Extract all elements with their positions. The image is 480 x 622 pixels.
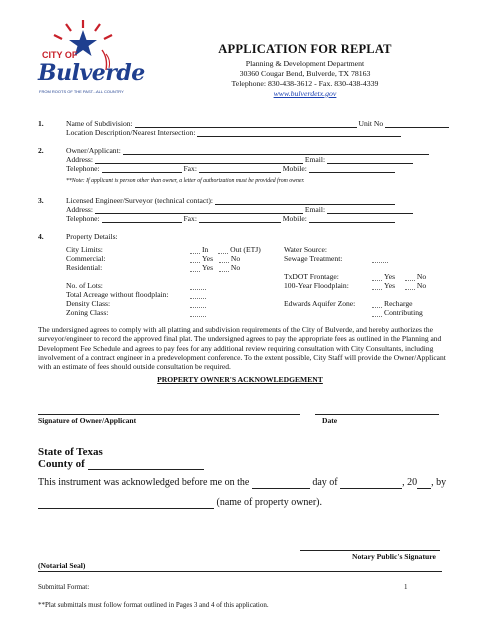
city-logo xyxy=(38,20,145,108)
density-field-wrap xyxy=(190,299,208,308)
owner-fax-label: Fax: xyxy=(183,164,197,173)
floodplain-label: 100-Year Floodplain: xyxy=(284,281,349,290)
recharge-checkbox[interactable] xyxy=(372,300,382,308)
instrument-row xyxy=(38,477,446,489)
residential-yes-checkbox[interactable] xyxy=(190,264,200,272)
out-option: Out (ETJ) xyxy=(230,245,261,254)
ack-day-field[interactable] xyxy=(252,478,310,489)
commercial-no-checkbox[interactable] xyxy=(219,255,229,263)
commercial-options xyxy=(190,254,240,263)
department-phone: Telephone: 830-438-3612 - Fax. 830-438-4339 xyxy=(231,79,379,88)
commercial-yes-checkbox[interactable] xyxy=(190,255,200,263)
ack-month-field[interactable] xyxy=(340,478,402,489)
txdot-no-checkbox[interactable] xyxy=(405,273,415,281)
floodplain-no: No xyxy=(416,281,427,290)
commercial-yes: Yes xyxy=(202,254,214,263)
engineer-address-row xyxy=(66,205,413,214)
city-limits-label: City Limits: xyxy=(66,245,103,254)
owner-telephone-field[interactable] xyxy=(102,164,182,173)
property-details-title: Property Details: xyxy=(66,232,118,241)
sewage-label: Sewage Treatment: xyxy=(284,254,343,263)
zoning-label: Zoning Class: xyxy=(66,308,109,317)
county-label: County of xyxy=(38,458,85,470)
website-row xyxy=(150,89,460,98)
engineer-email-field[interactable] xyxy=(327,205,413,214)
zoning-field[interactable] xyxy=(190,309,206,317)
section3-number: 3. xyxy=(38,196,44,205)
website-link[interactable]: www.bulverdetx.gov xyxy=(273,89,337,98)
unit-field[interactable] xyxy=(385,119,449,128)
txdot-yes-checkbox[interactable] xyxy=(372,273,382,281)
engineer-telephone-field[interactable] xyxy=(102,214,182,223)
section1-number: 1. xyxy=(38,119,44,128)
contributing-option: Contributing xyxy=(384,308,423,317)
commercial-label: Commercial: xyxy=(66,254,106,263)
contributing-checkbox[interactable] xyxy=(372,309,382,317)
owner-address-label: Address: xyxy=(66,155,93,164)
department-name: Planning & Development Department xyxy=(245,59,365,68)
engineer-address-field[interactable] xyxy=(95,205,303,214)
residential-no: No xyxy=(230,263,241,272)
owner-fax-field[interactable] xyxy=(199,164,281,173)
txdot-label: TxDOT Frontage: xyxy=(284,272,339,281)
agreement-paragraph: The undersigned agrees to comply with all platting and subdivision requirements of the City of Bulverde, and hereby authorizes the surveyor/engineer to record the approved final plat. The undersigned agrees to pay the appropriate fees as outlined in the Planning and Development Fee Schedule and agrees to pay fees for any additional review requiring consultation with City Consultants, including involvement of a contract engineer in a predevelopment conference. To the extent possible, City Staff will provide the Owner/Applicant with an estimate of fees should outside consultation be required. xyxy=(38,325,446,372)
commercial-no: No xyxy=(230,254,241,263)
owner-label: Owner/Applicant: xyxy=(66,146,121,155)
location-field[interactable] xyxy=(197,128,401,137)
engineer-label: Licensed Engineer/Surveyor (technical contact): xyxy=(66,196,213,205)
engineer-field[interactable] xyxy=(215,196,395,205)
density-label: Density Class: xyxy=(66,299,111,308)
owner-row xyxy=(66,146,429,155)
in-checkbox[interactable] xyxy=(190,246,200,254)
residential-label: Residential: xyxy=(66,263,103,272)
recharge-option-row xyxy=(372,299,413,308)
txdot-yes: Yes xyxy=(384,272,396,281)
owner-email-field[interactable] xyxy=(327,155,413,164)
acreage-label: Total Acreage without floodplain: xyxy=(66,290,169,299)
owner-name-suffix: (name of property owner). xyxy=(216,497,323,508)
contributing-option-row xyxy=(372,308,423,317)
engineer-phone-row xyxy=(66,214,395,223)
location-row xyxy=(66,128,401,137)
instrument-text-a: This instrument was acknowledged before me on the xyxy=(38,477,250,488)
engineer-email-label: Email: xyxy=(304,205,326,214)
page-title: APPLICATION FOR REPLAT xyxy=(218,42,392,56)
lots-label: No. of Lots: xyxy=(66,281,103,290)
out-checkbox[interactable] xyxy=(218,246,228,254)
owner-mobile-field[interactable] xyxy=(309,164,395,173)
signature-label: Signature of Owner/Applicant xyxy=(38,416,137,425)
logo-tagline: FROM ROOTS OF THE PAST...ALL COUNTRY xyxy=(39,89,124,94)
floodplain-options xyxy=(372,281,426,290)
aquifer-label: Edwards Aquifer Zone: xyxy=(284,299,356,308)
engineer-address-label: Address: xyxy=(66,205,93,214)
engineer-telephone-label: Telephone: xyxy=(66,214,100,223)
subdivision-label: Name of Subdivision: xyxy=(66,119,133,128)
owner-phone-row xyxy=(66,164,395,173)
instrument-text-b: day of xyxy=(312,477,338,488)
unit-label: Unit No xyxy=(358,119,384,128)
engineer-mobile-label: Mobile: xyxy=(282,214,307,223)
engineer-mobile-field[interactable] xyxy=(309,214,395,223)
subdivision-row xyxy=(66,119,449,128)
in-option: In xyxy=(202,245,209,254)
notary-signature-line[interactable] xyxy=(300,550,440,551)
owner-field[interactable] xyxy=(123,146,429,155)
acreage-field[interactable] xyxy=(190,291,206,299)
owner-telephone-label: Telephone: xyxy=(66,164,100,173)
department-address: 30360 Cougar Bend, Bulverde, TX 78163 xyxy=(239,69,371,78)
owner-address-row xyxy=(66,155,413,164)
instrument-text-c: , 20 xyxy=(402,477,418,488)
txdot-no: No xyxy=(416,272,427,281)
engineer-fax-field[interactable] xyxy=(199,214,281,223)
owner-address-field[interactable] xyxy=(95,155,303,164)
owner-name-field[interactable] xyxy=(38,498,214,509)
floodplain-yes-checkbox[interactable] xyxy=(372,282,382,290)
acknowledgement-title: PROPERTY OWNER'S ACKNOWLEDGEMENT xyxy=(157,375,323,384)
sewage-field[interactable] xyxy=(372,255,388,263)
section2-number: 2. xyxy=(38,146,44,155)
residential-options xyxy=(190,263,240,272)
engineer-row xyxy=(66,196,395,205)
logo-city-of: CITY OF xyxy=(42,50,78,60)
notary-signature-label: Notary Public's Signature xyxy=(352,552,436,561)
acreage-field-wrap xyxy=(190,290,208,299)
owner-mobile-label: Mobile: xyxy=(282,164,307,173)
date-line[interactable] xyxy=(315,414,439,415)
txdot-options xyxy=(372,272,426,281)
owner-signature-line[interactable] xyxy=(38,414,300,415)
zoning-field-wrap xyxy=(190,308,208,317)
recharge-option: Recharge xyxy=(384,299,413,308)
logo-name: Bulverde xyxy=(38,60,145,86)
location-label: Location Description/Nearest Intersection: xyxy=(66,128,196,137)
engineer-fax-label: Fax: xyxy=(183,214,197,223)
owner-name-row xyxy=(38,497,322,509)
water-source-label: Water Source: xyxy=(284,245,328,254)
floodplain-yes: Yes xyxy=(384,281,396,290)
date-label: Date xyxy=(322,416,338,425)
lots-field[interactable] xyxy=(190,282,206,290)
density-field[interactable] xyxy=(190,300,206,308)
state-label: State of Texas xyxy=(38,446,103,458)
lots-field-wrap xyxy=(190,281,208,290)
authorization-note: **Note: If applicant is person other than owner, a letter of authorization must be provided from owner. xyxy=(66,178,305,184)
sewage-field-wrap xyxy=(372,254,390,263)
submittal-format: Submittal Format: xyxy=(38,583,90,591)
section4-number: 4. xyxy=(38,232,44,241)
county-row xyxy=(38,458,204,470)
ack-year-field[interactable] xyxy=(417,478,431,489)
subdivision-field[interactable] xyxy=(135,119,357,128)
notarial-seal-label: (Notarial Seal) xyxy=(38,561,86,570)
residential-yes: Yes xyxy=(202,263,214,272)
footer-divider xyxy=(38,571,442,572)
floodplain-no-checkbox[interactable] xyxy=(405,282,415,290)
residential-no-checkbox[interactable] xyxy=(219,264,229,272)
submittal-note: **Plat submittals must follow format outlined in Pages 3 and 4 of this application. xyxy=(38,601,269,609)
instrument-text-d: , by xyxy=(431,477,447,488)
county-field[interactable] xyxy=(88,459,204,470)
owner-email-label: Email: xyxy=(304,155,326,164)
city-limits-options xyxy=(190,245,261,254)
page-number: 1 xyxy=(404,583,408,591)
